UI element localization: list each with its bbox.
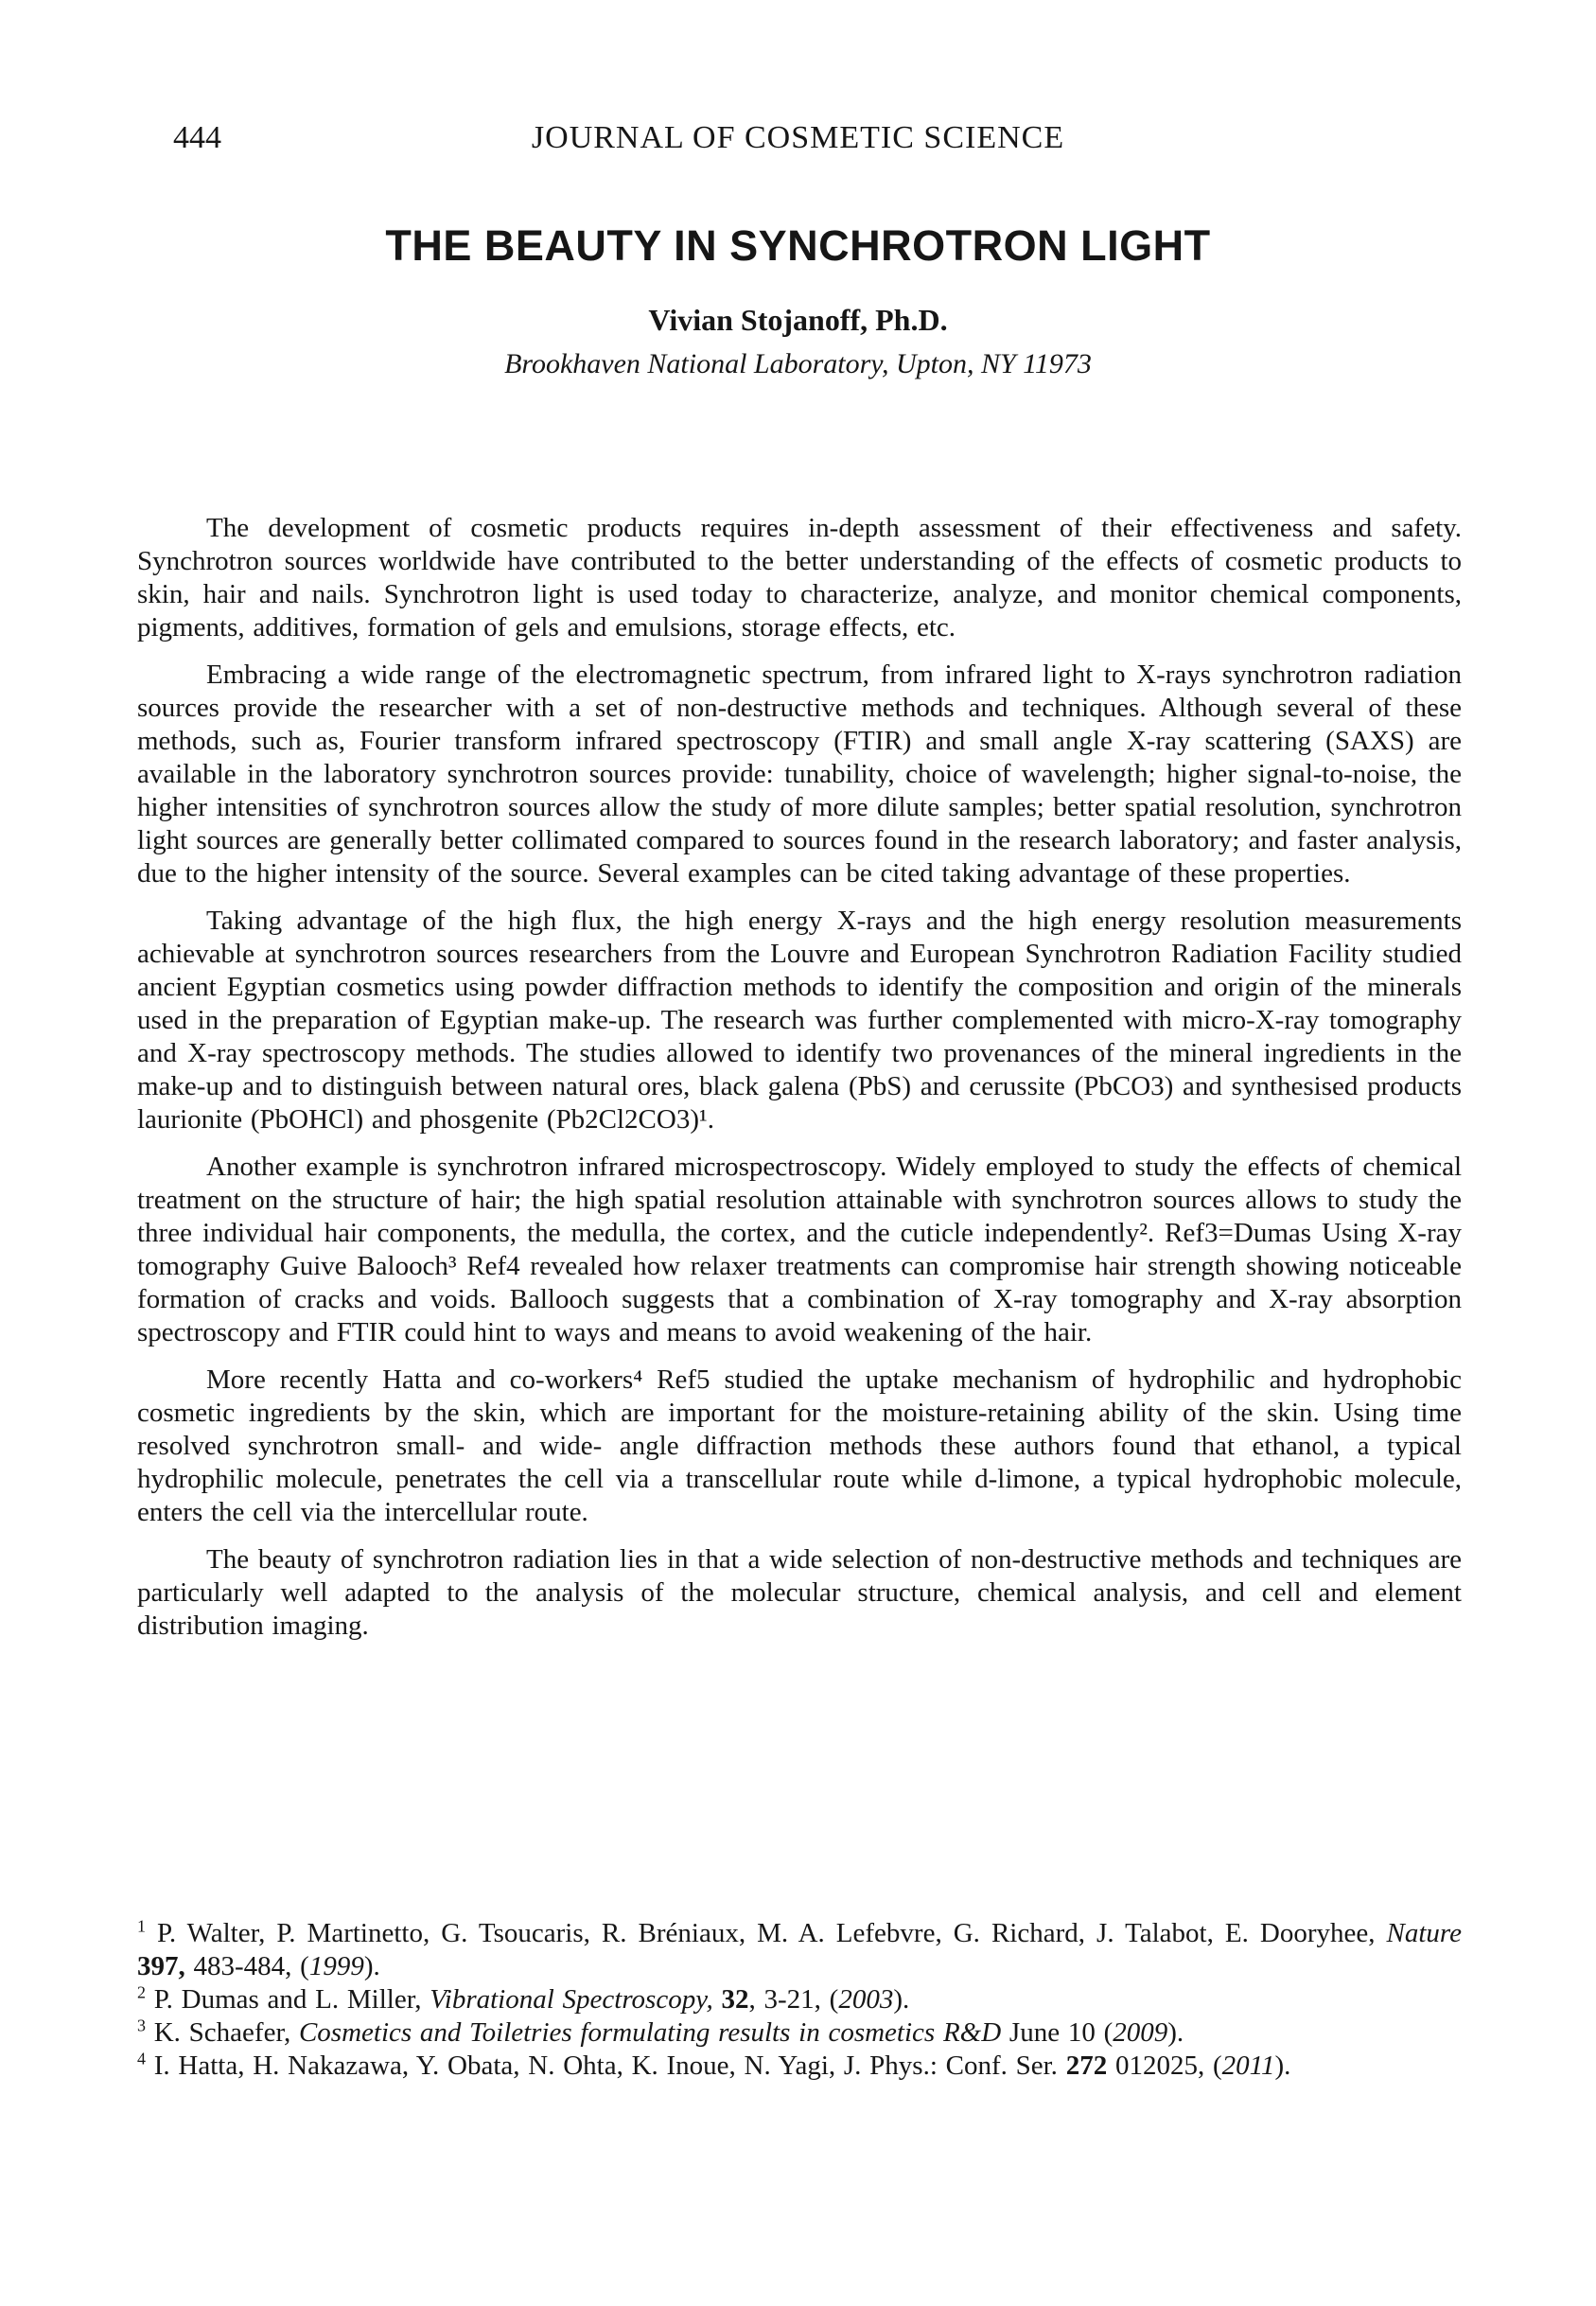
footnote-marker: 3 bbox=[137, 2016, 146, 2035]
footnote-text: 2003 bbox=[838, 1984, 894, 2015]
footnote-text: , 3-21, ( bbox=[748, 1984, 839, 2015]
article-title: THE BEAUTY IN SYNCHROTRON LIGHT bbox=[385, 221, 1211, 270]
footnote-text: K. Schaefer, bbox=[145, 2017, 299, 2048]
footnotes-section bbox=[137, 1917, 1462, 2083]
footnote-text: 272 bbox=[1065, 2051, 1108, 2081]
footnote-text: Cosmetics and Toiletries formulating results in cosmetics R&D bbox=[298, 2017, 1002, 2048]
footnote-text: 2009 bbox=[1113, 2017, 1168, 2048]
footnote-text: ). bbox=[363, 1951, 380, 1981]
journal-running-head: JOURNAL OF COSMETIC SCIENCE bbox=[531, 120, 1065, 155]
footnote bbox=[137, 2016, 1462, 2050]
footnote-text: I. Hatta, H. Nakazawa, Y. Obata, N. Ohta, K. Inoue, N. Yagi, J. Phys.: Conf. Ser. bbox=[145, 2051, 1066, 2081]
footnote bbox=[137, 1917, 1462, 1983]
footnote-text: 2011 bbox=[1221, 2051, 1275, 2081]
body-paragraph: The beauty of synchrotron radiation lies in that a wide selection of non-destructive methods and techniques are particularly well adapted to the analysis of the molecular structure, chemical analysis, and cell and element distribution imaging. bbox=[137, 1544, 1462, 1641]
body-paragraph: Another example is synchrotron infrared microspectroscopy. Widely employed to study the effects of chemical treatment on the structure of hair; the high spatial resolution attainable with synchrotron sources allows to study the three individual hair components, the medulla, the cortex, and the cuticle independently². Ref3=Dumas Using X-ray tomography Guive Balooch³ Ref4 revealed how relaxer treatments can compromise hair strength showing noticeable formation of cracks and voids. Ballooch suggests that a combination of X-ray tomography and X-ray absorption spectroscopy and FTIR could hint to ways and means to avoid weakening of the hair. bbox=[137, 1152, 1462, 1347]
body-paragraph: The development of cosmetic products requires in-depth assessment of their effectiveness and safety. Synchrotron sources worldwide have contributed to the better understanding of the effects of cosmetic products to skin, hair and nails. Synchrotron light is used today to characterize, analyze, and monitor chemical components, pigments, additives, formation of gels and emulsions, storage effects, etc. bbox=[137, 513, 1462, 643]
author-name: Vivian Stojanoff, Ph.D. bbox=[648, 303, 948, 337]
footnote-text: Nature bbox=[1386, 1918, 1462, 1948]
author-affiliation: Brookhaven National Laboratory, Upton, NY 11973 bbox=[504, 348, 1092, 379]
footnote-text: 397, bbox=[137, 1951, 185, 1981]
footnote-text: 1999 bbox=[308, 1951, 364, 1981]
page-number: 444 bbox=[173, 120, 221, 155]
footnote-text: 32 bbox=[721, 1984, 749, 2015]
footnote-marker: 2 bbox=[137, 1982, 146, 2002]
article-body bbox=[137, 512, 1462, 1657]
footnote-marker: 1 bbox=[137, 1916, 146, 1936]
body-paragraph: More recently Hatta and co-workers⁴ Ref5 studied the uptake mechanism of hydrophilic and hydrophobic cosmetic ingredients by the skin, which are important for the moisture-retaining ability of the skin. Using time resolved synchrotron small- and wide- angle diffraction methods these authors found that ethanol, a typical hydrophilic molecule, penetrates the cell via a transcellular route while d-limone, a typical hydrophobic molecule, enters the cell via the intercellular route. bbox=[137, 1364, 1462, 1527]
footnote-text: ). bbox=[1167, 2017, 1184, 2048]
footnote-text: P. Walter, P. Martinetto, G. Tsoucaris, R. Bréniaux, M. A. Lefebvre, G. Richard, J. Talabot, E. Dooryhee, bbox=[145, 1918, 1387, 1948]
footnote-marker: 4 bbox=[137, 2049, 146, 2068]
footnote-text: 012025, ( bbox=[1107, 2051, 1222, 2081]
footnote-text: 483-484, ( bbox=[184, 1951, 309, 1981]
footnote-text: ). bbox=[1274, 2051, 1291, 2081]
body-paragraph: Embracing a wide range of the electromagnetic spectrum, from infrared light to X-rays synchrotron radiation sources provide the researcher with a set of non-destructive methods and techniques. Although several of these methods, such as, Fourier transform infrared spectroscopy (FTIR) and small angle X-ray scattering (SAXS) are available in the laboratory synchrotron sources provide: tunability, choice of wavelength; higher signal-to-noise, the higher intensities of synchrotron sources allow the study of more dilute samples; better spatial resolution, synchrotron light sources are generally better collimated compared to sources found in the research laboratory; and faster analysis, due to the higher intensity of the source. Several examples can be cited taking advantage of these properties. bbox=[137, 660, 1462, 889]
footnote-text: P. Dumas and L. Miller, bbox=[145, 1984, 430, 2015]
footnote-text: ). bbox=[893, 1984, 910, 2015]
body-paragraph: Taking advantage of the high flux, the high energy X-rays and the high energy resolution measurements achievable at synchrotron sources researchers from the Louvre and European Synchrotron Radiation Facility studied ancient Egyptian cosmetics using powder diffraction methods to identify the composition and origin of the minerals used in the preparation of Egyptian make-up. The research was further complemented with micro-X-ray tomography and X-ray spectroscopy methods. The studies allowed to identify two provenances of the mineral ingredients in the make-up and to distinguish between natural ores, black galena (PbS) and cerussite (PbCO3) and synthesised products laurionite (PbOHCl) and phosgenite (Pb2Cl2CO3)¹. bbox=[137, 906, 1462, 1135]
footnote bbox=[137, 1983, 1462, 2016]
footnote bbox=[137, 2050, 1462, 2083]
footnote-text: Vibrational Spectroscopy, bbox=[430, 1984, 713, 2015]
footnote-text: June 10 ( bbox=[1001, 2017, 1114, 2048]
